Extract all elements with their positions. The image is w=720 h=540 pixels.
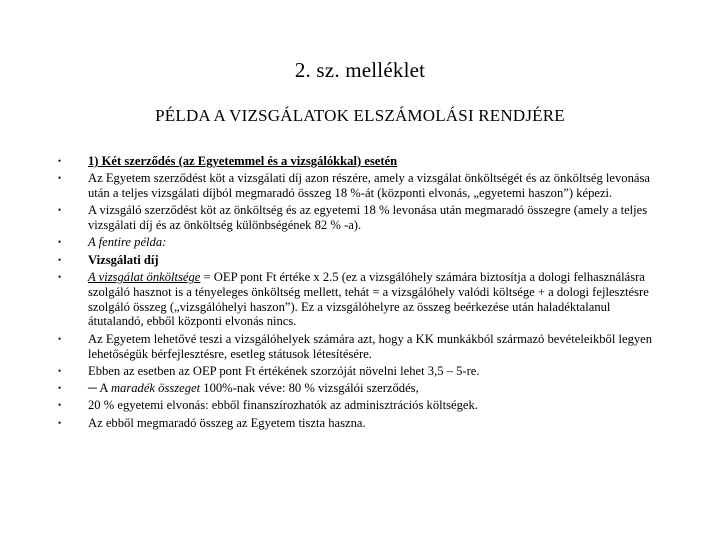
list-item	[58, 203, 658, 233]
dash-prefix: ─ A	[88, 381, 111, 396]
list-item	[58, 171, 658, 201]
page-title: 2. sz. melléklet	[294, 58, 426, 82]
list-item	[58, 235, 658, 250]
list-item-text: A vizsgáló szerződést köt az önköltség és az egyetemi 18 % levonása után megmaradó összegre (amely a teljes vizsgálati díj és az önköltség különbségének 82 % -a).	[88, 203, 648, 233]
list-item	[58, 253, 658, 268]
bullet-icon: •	[58, 205, 62, 216]
bullet-icon: •	[58, 400, 62, 411]
section-heading: 1) Két szerződés (az Egyetemmel és a vizsgálókkal) esetén	[88, 154, 398, 168]
list-item-text: Az ebből megmaradó összeg az Egyetem tiszta haszna.	[88, 415, 366, 430]
list-item	[58, 154, 658, 169]
list-item	[58, 364, 658, 379]
cost-term: A vizsgálat önköltsége	[88, 270, 201, 285]
bullet-icon: •	[58, 237, 62, 248]
list-item	[58, 381, 658, 396]
bullet-icon: •	[58, 417, 62, 428]
remainder-term: maradék összeget	[110, 381, 201, 396]
list-item-text: 100%-nak véve: 80 % vizsgálói szerződés,	[200, 381, 419, 396]
list-item-text: 20 % egyetemi elvonás: ebből finanszírozhatók az adminisztrációs költségek.	[88, 398, 478, 413]
list-item	[58, 270, 658, 329]
bullet-icon: •	[58, 254, 62, 265]
list-item	[58, 332, 658, 362]
bullet-icon: •	[58, 173, 62, 184]
list-item-text: Ebben az esetben az OEP pont Ft értékének szorzóját növelni lehet 3,5 – 5-re.	[88, 363, 480, 378]
bullet-list	[58, 154, 658, 433]
list-item-text: Az Egyetem szerződést köt a vizsgálati díj azon részére, amely a vizsgálat önköltségét és az önköltség levonása után a teljes vizsgálati díjból megmaradó összeg 18 %-át (központi elvonás, „egyetemi haszon”) képezi.	[88, 171, 650, 201]
fee-label: Vizsgálati díj	[88, 252, 159, 267]
list-item	[58, 398, 658, 413]
bullet-icon: •	[58, 365, 62, 376]
page-subtitle: PÉLDA A VIZSGÁLATOK ELSZÁMOLÁSI RENDJÉRE	[155, 106, 565, 125]
list-item-text: Az Egyetem lehetővé teszi a vizsgálóhelyek számára azt, hogy a KK munkákból származó bevételeikből legyen lehetőségük bérfejlesztésre, esetleg státusok létesítésére.	[88, 331, 653, 361]
bullet-icon: •	[58, 383, 62, 394]
bullet-icon: •	[58, 272, 62, 283]
bullet-icon: •	[58, 333, 62, 344]
list-item-text: = OEP pont Ft értéke x 2.5 (ez a vizsgálóhely számára biztosítja a dologi felhasználásra szolgáló hasznot is a tényeleges önköltség mellett, tehát = a vizsgálóhely valódi költsége + a dologi fejlesztésre szolgáló összeg („vizsgálóhelyi haszon”). Ez a vizsgálóhelyre az összeg beérkezése után haladéktalanul átutalandó, ebből központi elvonás nincs.	[88, 270, 649, 329]
bullet-icon: •	[58, 156, 62, 166]
list-item	[58, 416, 658, 431]
example-label: A fentire példa:	[88, 235, 167, 250]
